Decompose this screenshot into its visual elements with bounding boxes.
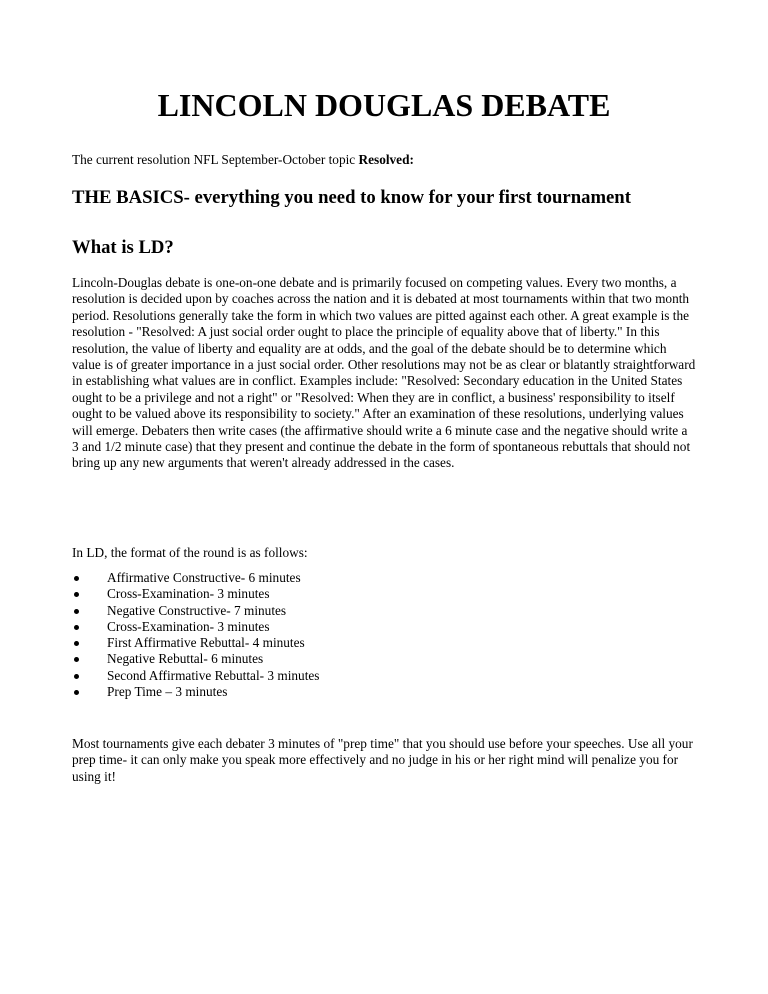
- list-item: [72, 570, 696, 586]
- format-intro: In LD, the format of the round is as follows:: [72, 545, 308, 560]
- resolution-text: The current resolution NFL September-October topic: [72, 152, 359, 167]
- bullet-icon: [74, 576, 79, 581]
- bullet-icon: [74, 641, 79, 646]
- list-item-text: Negative Constructive- 7 minutes: [107, 602, 287, 618]
- bullet-icon: [74, 592, 79, 597]
- list-item: [72, 651, 696, 667]
- list-item-text: Cross-Examination- 3 minutes: [107, 618, 270, 634]
- bullet-icon: [74, 625, 79, 630]
- bullet-icon: [74, 674, 79, 679]
- list-item: [72, 586, 696, 602]
- format-list: [72, 570, 696, 700]
- basics-heading: THE BASICS- everything you need to know for your first tournament: [72, 187, 631, 208]
- bullet-icon: [74, 657, 79, 662]
- page-title: LINCOLN DOUGLAS DEBATE: [157, 87, 611, 123]
- list-item: [72, 684, 696, 700]
- list-item-text: Affirmative Constructive- 6 minutes: [107, 570, 301, 585]
- list-item: [72, 635, 696, 651]
- what-is-ld-heading: What is LD?: [72, 237, 174, 258]
- bullet-icon: [74, 690, 79, 695]
- bullet-icon: [74, 609, 79, 614]
- list-item: [72, 668, 696, 684]
- resolution-label: Resolved:: [358, 152, 414, 167]
- intro-paragraph: Lincoln-Douglas debate is one-on-one debate and is primarily focused on competing values. Every two months, a resolution is decided upon by coaches across the nation and it is debated at most tournaments within that two month period. Resolutions generally take the form in which two values are pitted against each other. A great example is the resolution - "Resolved: A just social order ought to place the principle of equality above that of liberty." In this resolution, the value of liberty and equality are at odds, and the goal of the debate should be to determine which value is of greater importance in a just social order. Other resolutions may not be as clear or blatantly straightforward in establishing what values are in conflict. Examples include: "Resolved: Secondary education in the United States ought to be a privilege and not a right" or "Resolved: When they are in conflict, a business' responsibility to itself ought to be valued above its responsibility to society." After an examination of these resolutions, underlying values will emerge. Debaters then write cases (the affirmative should write a 6 minute case and the negative should write a 3 and 1/2 minute case) that they present and continue the debate in the form of spontaneous rebuttals that should not bring up any new arguments that weren't already addressed in the cases.: [72, 275, 696, 471]
- list-item-text: Second Affirmative Rebuttal- 3 minutes: [107, 667, 320, 683]
- list-item: [72, 603, 696, 619]
- list-item-text: Prep Time – 3 minutes: [107, 684, 228, 700]
- resolution-line: [72, 152, 696, 168]
- closing-paragraph: Most tournaments give each debater 3 minutes of "prep time" that you should use before your speeches. Use all your prep time- it can only make you speak more effectively and no judge in his or her right mind will penalize you for using it!: [72, 736, 693, 784]
- list-item: [72, 619, 696, 635]
- list-item-text: Cross-Examination- 3 minutes: [107, 586, 270, 602]
- list-item-text: First Affirmative Rebuttal- 4 minutes: [107, 635, 305, 651]
- list-item-text: Negative Rebuttal- 6 minutes: [107, 651, 264, 667]
